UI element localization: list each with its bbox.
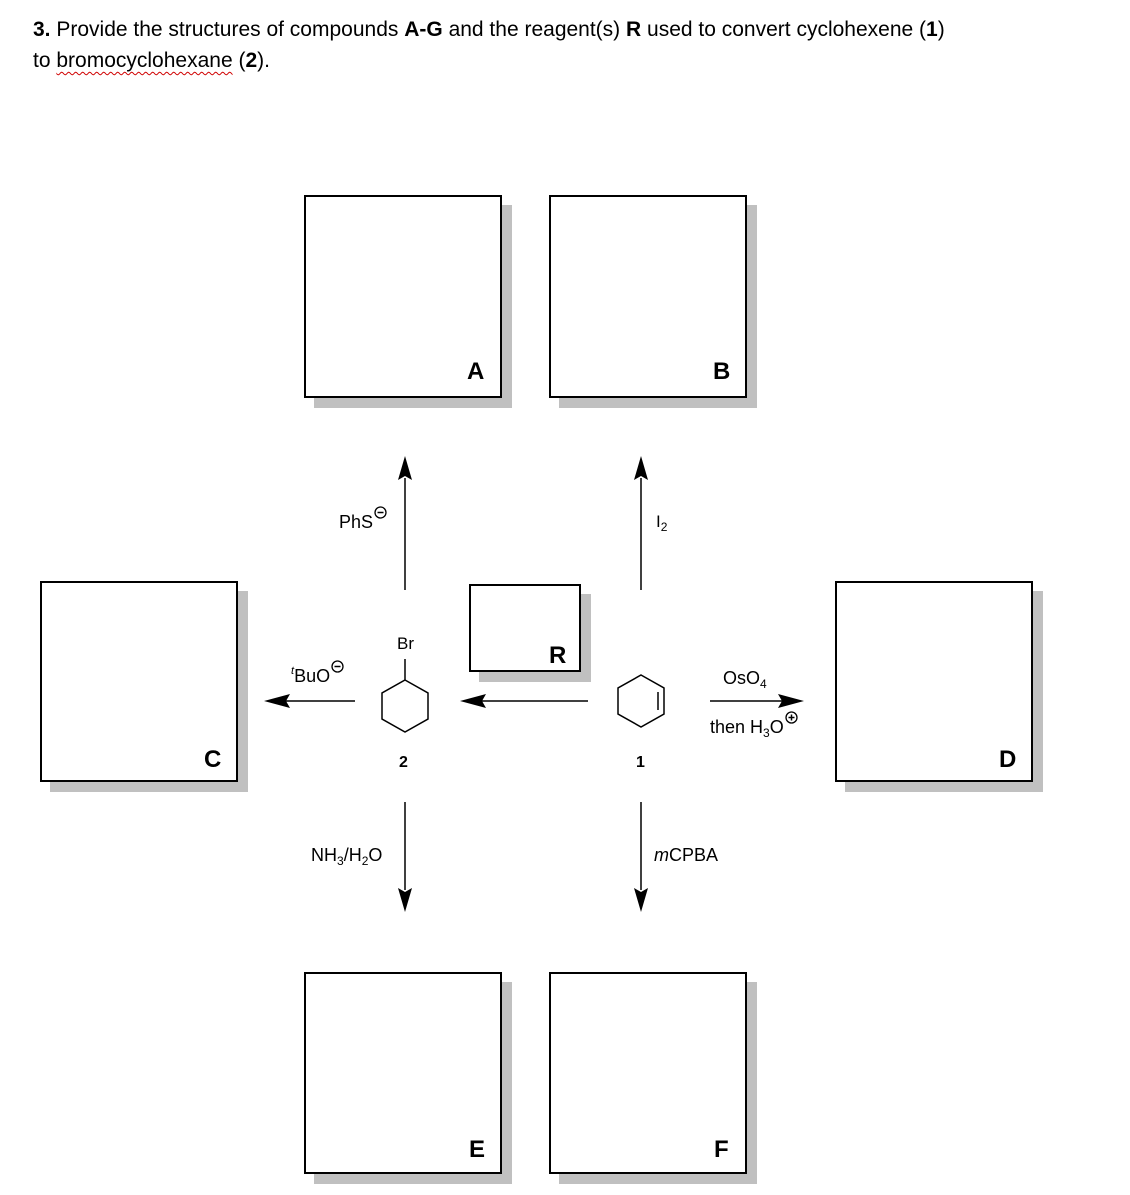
box-f-label: F [714,1136,729,1163]
arrow-down-to-f [634,802,648,912]
reagent-to-b [656,512,667,532]
box-r-label: R [549,642,567,669]
reagent-to-b-subscript: 2 [660,520,668,534]
reagent-to-d-line2 [710,717,797,738]
reagent-to-e-subscript: 3 [337,854,344,868]
target-compound-number: 2 [245,49,258,72]
arrow-down-to-e [398,802,412,912]
reagent-to-e-text: /H [343,845,362,865]
box-b-label: B [713,358,731,385]
reagent-to-a [339,512,386,533]
reagent-to-a-text: PhS [339,512,374,532]
start-compound-number: 1 [926,18,938,41]
arrow-left-to-c [264,694,355,708]
compound-1-number: 1 [636,754,645,771]
arrow-left-1-to-2 [460,694,588,708]
question-text-part: used to convert cyclohexene ( [647,18,927,41]
reagent-to-d-subscript: 3 [763,726,770,740]
reagent-to-d-subscript: 4 [760,677,767,691]
box-c-label: C [204,746,222,773]
compound-2-number: 2 [399,754,408,771]
box-d-label: D [999,746,1017,773]
bromo-label: Br [397,634,414,653]
question-text-part: ( [238,49,246,72]
reagent-to-d-text: then H [710,717,764,737]
arrow-up-to-b [634,456,648,590]
negative-charge-icon [331,660,344,673]
question-number: 3. [33,18,51,41]
reagent-to-d-text: O [769,717,784,737]
target-name: bromocyclohexane [56,49,233,72]
box-a-label: A [467,358,485,385]
reagent-to-b-text: I [656,512,661,531]
reagent-to-c-text: BuO [294,666,331,686]
negative-charge-icon [374,506,387,519]
question-text-part: and the reagent(s) [448,18,621,41]
reagent-letter: R [626,18,642,41]
reagent-to-e-subscript: 2 [361,854,369,868]
reagent-to-d-text: OsO [723,668,761,688]
box-e-label: E [469,1136,486,1163]
reagent-to-f-text: CPBA [669,845,719,865]
reagent-to-c-superscript: t [291,665,295,677]
bromocyclohexane-structure [382,659,428,732]
compound-range: A-G [404,18,443,41]
positive-charge-icon [785,711,798,724]
reagent-to-f [654,845,718,866]
cyclohexene-structure [618,675,664,727]
reagent-to-f-italic: m [654,845,669,865]
reagent-to-e [311,845,382,866]
arrow-up-to-a [398,456,412,590]
reagent-to-c [291,666,343,687]
reagent-to-e-text: NH [311,845,337,865]
reagent-to-e-text: O [368,845,383,865]
reagent-to-d-line1 [723,668,767,689]
question-text-part: ). [257,49,270,72]
arrow-right-to-d [710,694,804,708]
question-text-part: to [33,49,51,72]
question-text-part: Provide the structures of compounds [56,18,399,41]
question-text-part: ) [937,18,945,41]
